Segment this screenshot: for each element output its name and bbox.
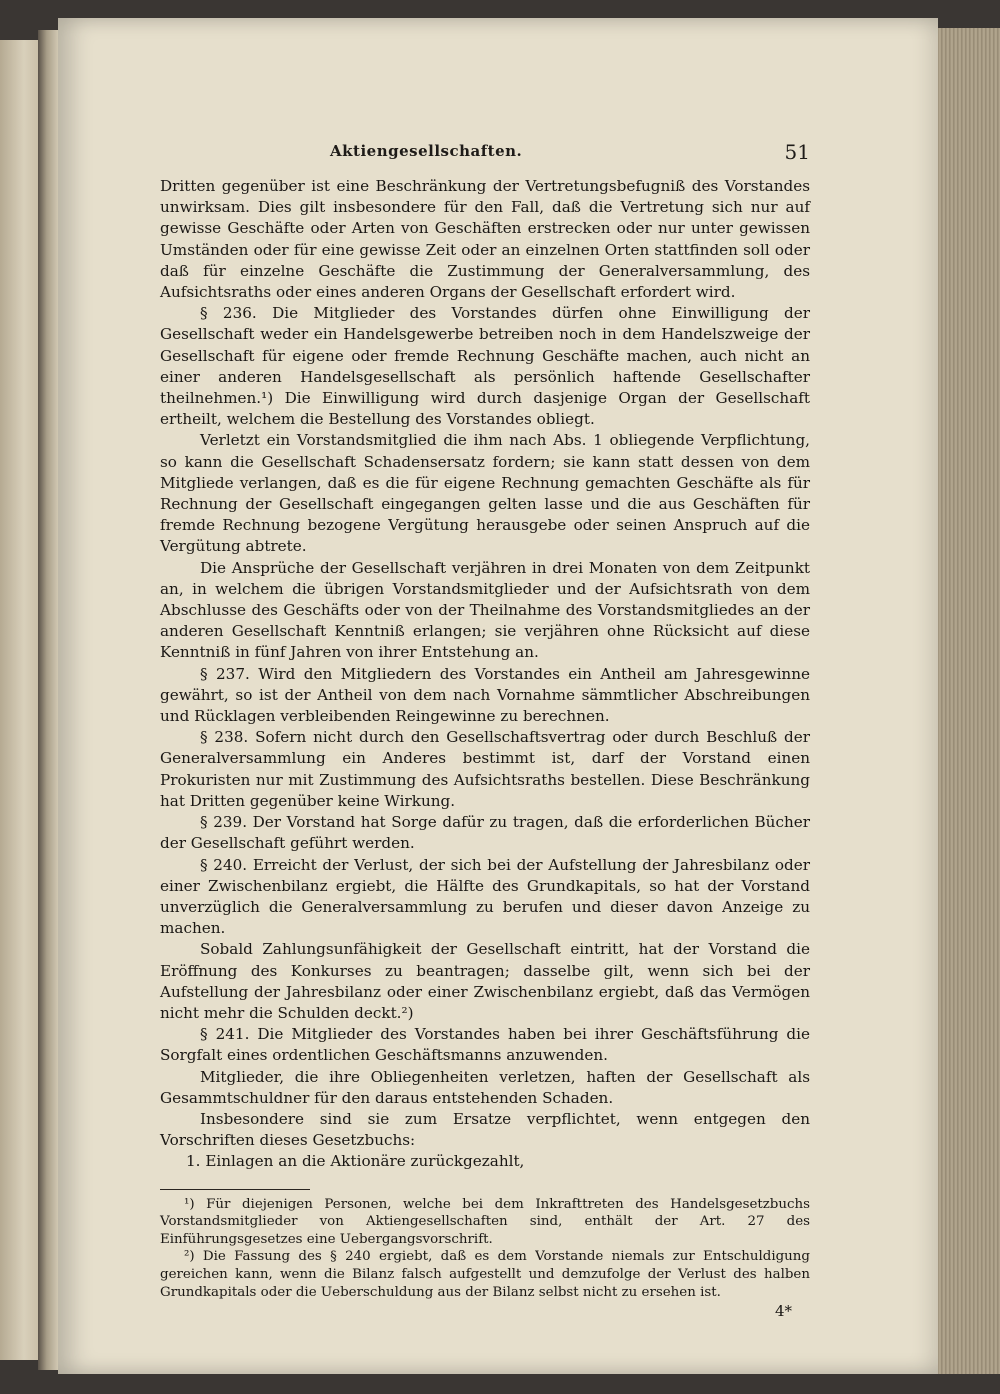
footnote-rule — [160, 1189, 310, 1190]
page-header — [330, 140, 810, 164]
page-body — [160, 176, 810, 1322]
paragraph: § 236. Die Mitglieder des Vorstandes dürfen ohne Einwilligung der Gesellschaft weder ein Handelsgewerbe betreiben noch in dem Handelszweige der Gesellschaft für eigene oder fremde Rechnung Geschäfte machen, auch nicht an einer anderen Handelsgesellschaft als persönlich haftende Gesellschafter theilnehmen.¹) Die Einwilligung wird durch dasjenige Organ der Gesellschaft ertheilt, welchem die Bestellung des Vorstandes obliegt. — [160, 304, 810, 429]
page-number: 51 — [784, 140, 810, 164]
paragraph: § 239. Der Vorstand hat Sorge dafür zu tragen, daß die erforderlichen Bücher der Gesellschaft geführt werden. — [160, 813, 810, 853]
paragraph: Verletzt ein Vorstandsmitglied die ihm nach Abs. 1 obliegende Verpflichtung, so kann die Gesellschaft Schadensersatz fordern; sie kann statt dessen von dem Mitgliede verlangen, daß es die für eigene Rechnung gemachten Geschäfte als für Rechnung der Gesellschaft eingegangen gelten lasse und die aus Geschäften für fremde Rechnung bezogene Vergütung herausgebe oder seinen Anspruch auf die Vergütung abtrete. — [160, 431, 810, 556]
running-title: Aktiengesellschaften. — [330, 142, 523, 160]
paragraph: § 238. Sofern nicht durch den Gesellschaftsvertrag oder durch Beschluß der Generalversammlung ein Anderes bestimmt ist, darf der Vorstand einen Prokuristen nur mit Zustimmung des Aufsichtsraths bestellen. Diese Beschränkung hat Dritten gegenüber keine Wirkung. — [160, 728, 810, 810]
footnotes — [160, 1196, 810, 1302]
paragraph: § 240. Erreicht der Verlust, der sich bei der Aufstellung der Jahresbilanz oder einer Zwischenbilanz ergiebt, die Hälfte des Grundkapitals, so hat der Vorstand unverzüglich die Generalversammlung zu berufen und dieser davon Anzeige zu machen. — [160, 855, 810, 938]
footnote: ¹) Für diejenigen Personen, welche bei dem Inkrafttreten des Handelsgesetzbuchs Vorstandsmitglieder von Aktiengesellschaften sind, enthält der Art. 27 des Einführungsgesetzes eine Uebergangsvorschrift. — [160, 1196, 810, 1247]
footnote: ²) Die Fassung des § 240 ergiebt, daß es dem Vorstande niemals zur Entschuldigung gereichen kann, wenn die Bilanz falsch aufgestellt und demzufolge der Verlust des halben Grundkapitals oder die Ueberschuldung aus der Bilanz selbst nicht zu ersehen ist. — [160, 1249, 810, 1300]
paragraph: Insbesondere sind sie zum Ersatze verpflichtet, wenn entgegen den Vorschriften dieses Gesetzbuchs: — [160, 1109, 810, 1150]
paragraph: § 237. Wird den Mitgliedern des Vorstandes ein Antheil am Jahresgewinne gewährt, so ist der Antheil von dem nach Vornahme sämmtlicher Abschreibungen und Rücklagen verbleibenden Reingewinne zu berechnen. — [160, 664, 810, 726]
page-stack-edge — [938, 28, 1000, 1374]
paragraph: Mitglieder, die ihre Obliegenheiten verletzen, haften der Gesellschaft als Gesammtschuldner für den daraus entstehenden Schaden. — [160, 1067, 810, 1107]
paragraph: Sobald Zahlungsunfähigkeit der Gesellschaft eintritt, hat der Vorstand die Eröffnung des Konkurses zu beantragen; dasselbe gilt, wenn sich bei der Aufstellung der Jahresbilanz oder einer Zwischenbilanz ergiebt, daß das Vermögen nicht mehr die Schulden deckt.²) — [160, 940, 810, 1022]
paragraph: § 241. Die Mitglieder des Vorstandes haben bei ihrer Geschäftsführung die Sorgfalt eines ordentlichen Geschäftsmanns anzuwenden. — [160, 1025, 810, 1065]
list-item: 1. Einlagen an die Aktionäre zurückgezahlt, — [186, 1152, 525, 1171]
paragraph: Die Ansprüche der Gesellschaft verjähren in drei Monaten von dem Zeitpunkt an, in welchem die übrigen Vorstandsmitglieder und der Aufsichtsrath von dem Abschlusse des Geschäfts oder von der Theilnahme des Vorstandsmitgliedes an der anderen Gesellschaft Kenntniß erlangen; sie verjähren ohne Rücksicht auf diese Kenntniß in fünf Jahren von ihrer Entstehung an. — [160, 558, 810, 662]
paragraph: Dritten gegenüber ist eine Beschränkung der Vertretungsbefugniß des Vorstandes unwirksam. Dies gilt insbesondere für den Fall, daß die Vertretung sich nur auf gewisse Geschäfte oder Arten von Geschäften erstrecken oder nur unter gewissen Umständen oder für eine gewisse Zeit oder an einzelnen Orten stattfinden soll oder daß für einzelne Geschäfte die Zustimmung der Generalversammlung, des Aufsichtsraths oder eines anderen Organs der Gesellschaft erfordert wird. — [160, 177, 810, 302]
left-page-edge — [0, 40, 40, 1360]
book-gutter — [38, 30, 60, 1370]
signature-mark: 4* — [774, 1302, 792, 1321]
